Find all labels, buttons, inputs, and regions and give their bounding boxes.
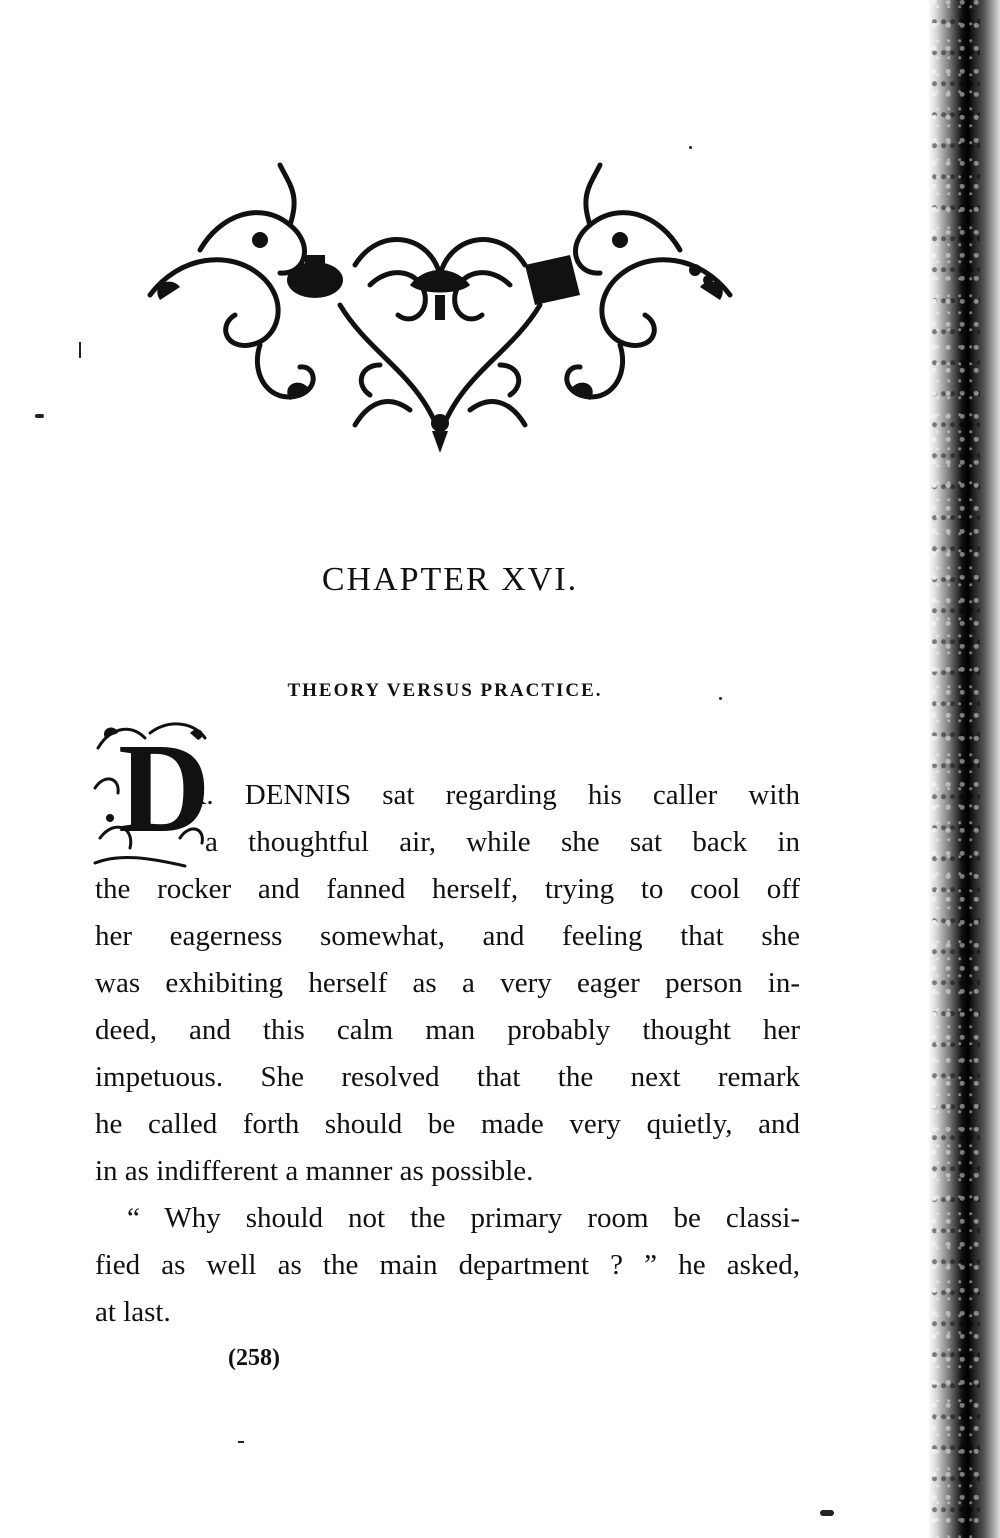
page-binding-speckle [930, 0, 980, 1538]
text-line: fied as well as the main department ? ” he asked, [95, 1249, 800, 1281]
chapter-headpiece-ornament [140, 155, 740, 460]
paragraph [95, 1195, 800, 1336]
chapter-subtitle: THEORY VERSUS PRACTICE. [287, 680, 603, 701]
text-line: R. DENNIS sat regarding his caller with [187, 779, 800, 811]
drop-cap-letter: D [118, 717, 211, 859]
text-line: at last. [95, 1296, 171, 1328]
paragraph [95, 772, 800, 1195]
page-number: (258) [228, 1345, 280, 1371]
text-line: a thoughtful air, while she sat back in [205, 826, 800, 858]
scan-speck [238, 1441, 244, 1443]
chapter-body-text [95, 772, 800, 1336]
scan-speck [35, 414, 44, 418]
text-line: “ Why should not the primary room be classi- [127, 1202, 800, 1234]
text-line: the rocker and fanned herself, trying to cool off [95, 873, 800, 905]
scan-speck [689, 146, 692, 149]
chapter-title: CHAPTER XVI. [321, 561, 579, 598]
text-line: deed, and this calm man probably thought her [95, 1014, 800, 1046]
scan-speck [79, 342, 81, 358]
text-line: he called forth should be made very quietly, and [95, 1108, 800, 1140]
text-line: was exhibiting herself as a very eager person in- [95, 967, 800, 999]
text-line: in as indifferent a manner as possible. [95, 1155, 534, 1187]
text-line: impetuous. She resolved that the next remark [95, 1061, 800, 1093]
text-line: her eagerness somewhat, and feeling that she [95, 920, 800, 952]
scan-speck [820, 1510, 834, 1516]
